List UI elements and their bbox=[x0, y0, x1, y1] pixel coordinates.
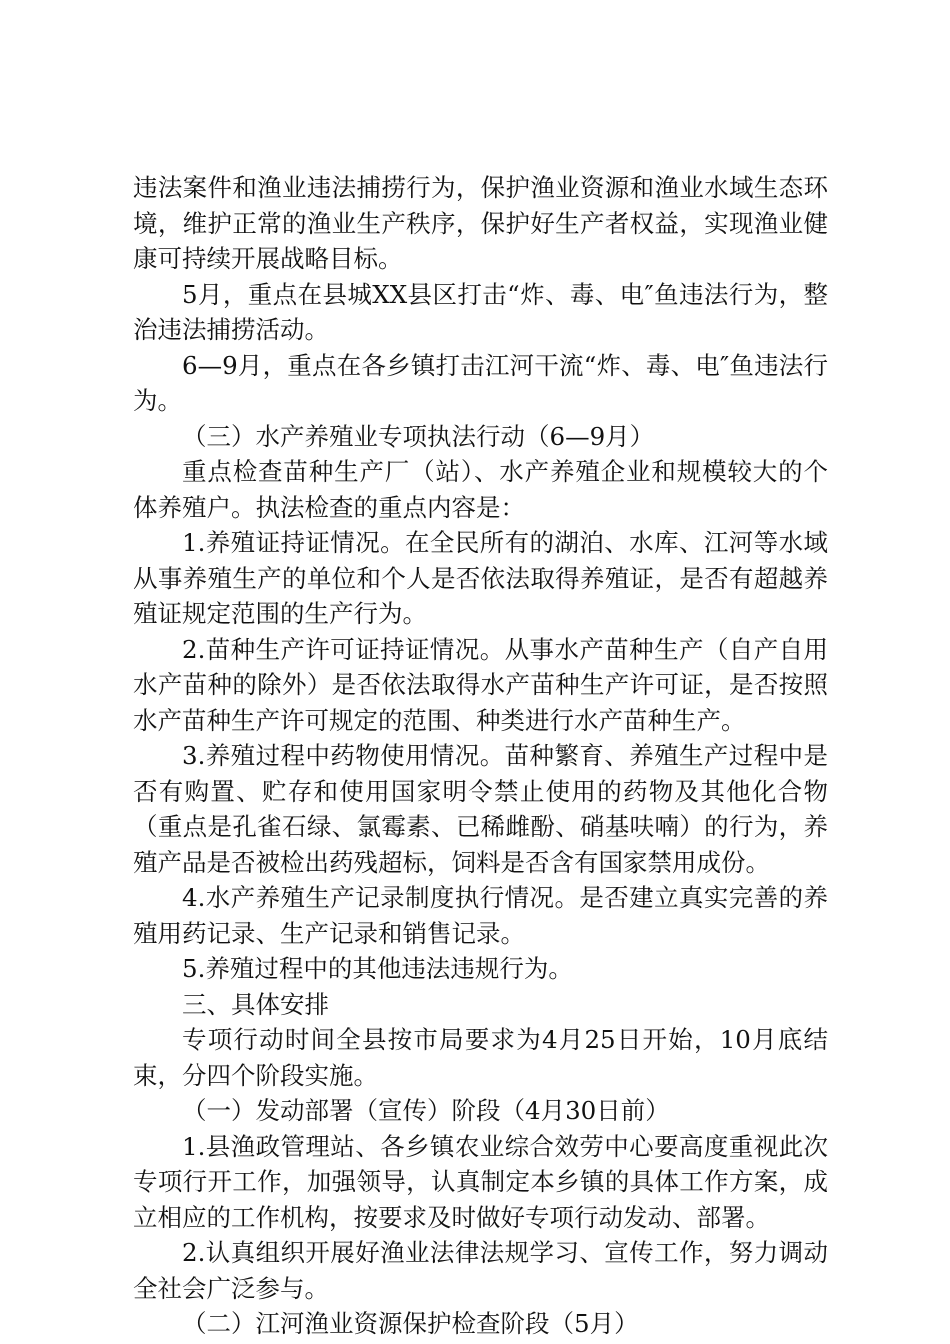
list-item-production-records: 4.水产养殖生产记录制度执行情况。是否建立真实完善的养殖用药记录、生产记录和销售记录。 bbox=[133, 883, 828, 948]
list-item-breeding-license: 1.养殖证持证情况。在全民所有的湖泊、水库、江河等水域从事养殖生产的单位和个人是否依法取得养殖证，是否有超越养殖证规定范围的生产行为。 bbox=[133, 528, 828, 628]
paragraph-inspection-targets: 重点检查苗种生产厂（站）、水产养殖企业和规模较大的个体养殖户。执法检查的重点内容是： bbox=[133, 457, 828, 522]
list-item-drug-usage: 3.养殖过程中药物使用情况。苗种繁育、养殖生产过程中是否有购置、贮存和使用国家明令禁止使用的药物及其他化合物（重点是孔雀石绿、氯霉素、已稀雌酚、硝基呋喃）的行为，养殖产品是否被检出药残超标，饲料是否含有国家禁用成份。 bbox=[133, 741, 828, 877]
list-item-law-publicity: 2.认真组织开展好渔业法律法规学习、宣传工作，努力调动全社会广泛参与。 bbox=[133, 1238, 828, 1303]
section-heading-mobilization-phase: （一）发动部署（宣传）阶段（4月30日前） bbox=[182, 1096, 670, 1125]
list-item-mobilization-deployment: 1.县渔政管理站、各乡镇农业综合效劳中心要高度重视此次专项行开工作，加强领导，认真制定本乡镇的具体工作方案，成立相应的工作机构，按要求及时做好专项行动发动、部署。 bbox=[133, 1131, 828, 1232]
paragraph-june-september-focus: 6—9月，重点在各乡镇打击江河干流“炸、毒、电″鱼违法行为。 bbox=[133, 350, 828, 415]
list-item-seedling-license: 2.苗种生产许可证持证情况。从事水产苗种生产（自产自用水产苗种的除外）是否依法取得水产苗种生产许可证，是否按照水产苗种生产许可规定的范围、种类进行水产苗种生产。 bbox=[133, 634, 828, 735]
section-heading-specific-arrangements: 三、具体安排 bbox=[182, 989, 329, 1019]
paragraph-action-schedule: 专项行动时间全县按市局要求为4月25日开始，10月底结束，分四个阶段实施。 bbox=[133, 1025, 828, 1090]
list-item-other-violations: 5.养殖过程中的其他违法违规行为。 bbox=[182, 954, 573, 983]
paragraph-may-focus: 5月，重点在县城XX县区打击“炸、毒、电″鱼违法行为，整治违法捕捞活动。 bbox=[133, 279, 828, 344]
section-heading-aquaculture-enforcement: （三）水产养殖业专项执法行动（6—9月） bbox=[182, 421, 655, 451]
section-heading-river-inspection-phase: （二）江河渔业资源保护检查阶段（5月） bbox=[182, 1309, 639, 1338]
document-body bbox=[133, 170, 828, 1342]
paragraph-continuation: 违法案件和渔业违法捕捞行为，保护渔业资源和渔业水域生态环境，维护正常的渔业生产秩序，保护好生产者权益，实现渔业健康可持续开展战略目标。 bbox=[133, 173, 828, 273]
